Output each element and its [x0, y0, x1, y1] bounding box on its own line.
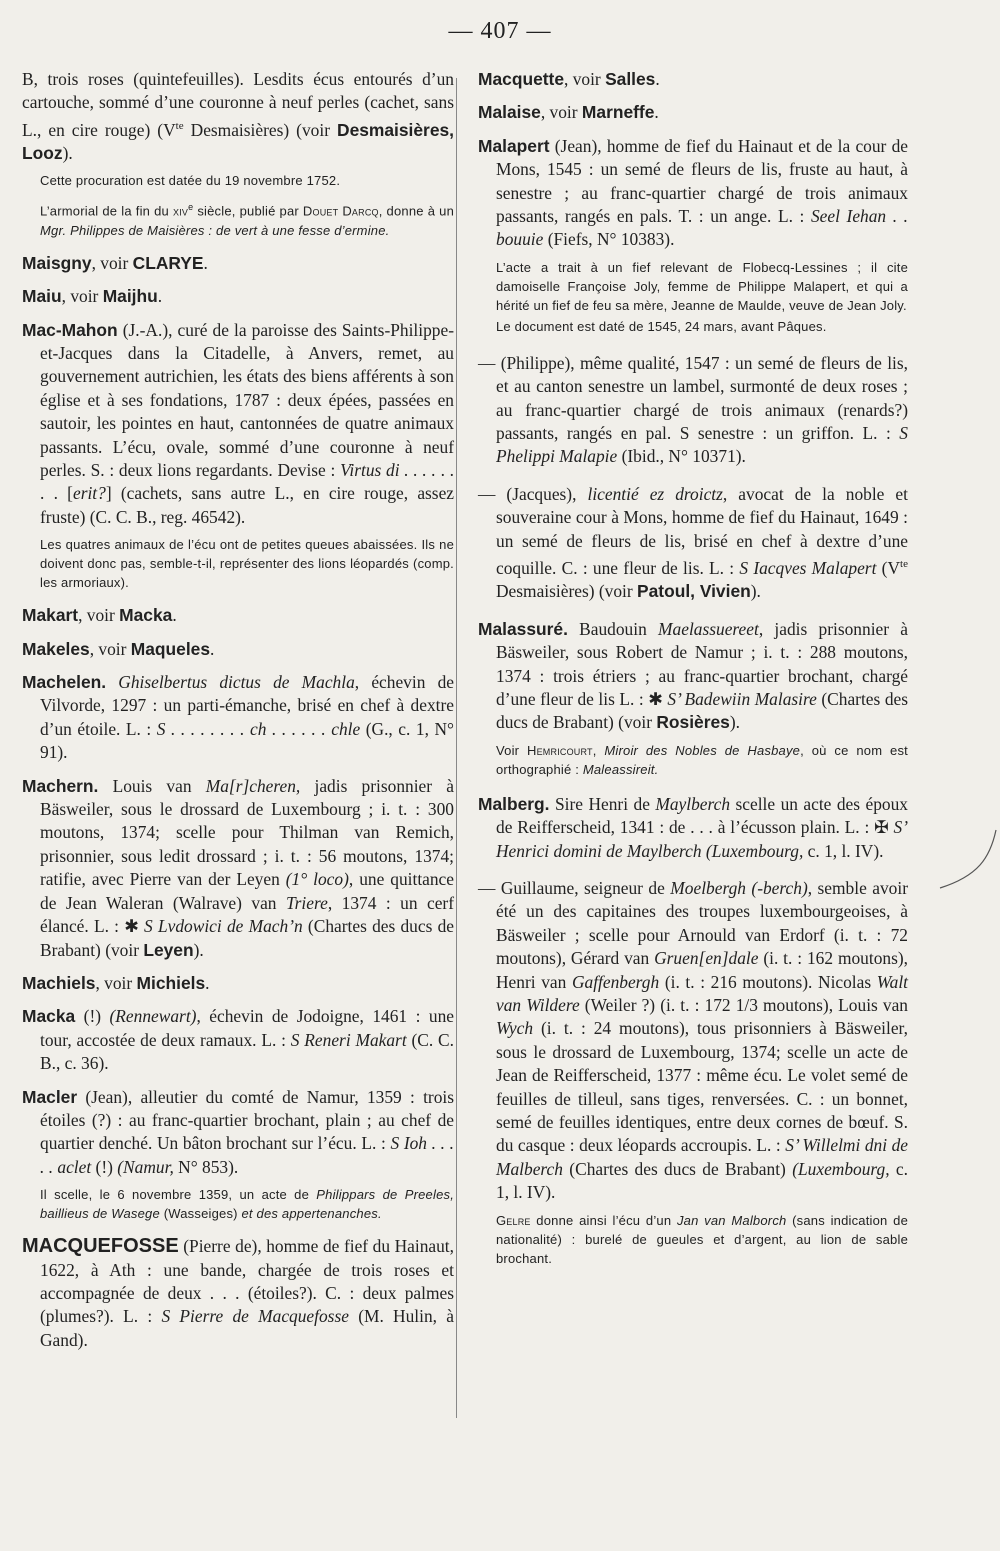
- note: Voir Hemricourt, Miroir des Nobles de Hasbaye, où ce nom est orthographié : Maleassireit.: [496, 742, 908, 777]
- headword: Makart: [22, 605, 79, 626]
- entry-desmaisieres-continued: B, trois roses (quintefeuilles). Lesdits écus entourés d’un cartouche, sommé d’une couronne à neuf perles (cachet, sans L., en cire rouge) ($V^{te}$ Desmaisières) (voir Desmaisières, Looz).: [22, 69, 455, 164]
- headword: MACQUEFOSSE: [22, 1235, 179, 1258]
- note: Les quatres animaux de l’écu ont de petites queues abaissées. Ils ne doivent donc pas, semble-t-il, représenter des lions léopardés (comp. les armoriaux).: [40, 537, 454, 591]
- cross-reference: Marneffe: [581, 102, 655, 123]
- cross-reference: Rosières: [656, 712, 730, 733]
- cross-reference: Maijhu: [102, 286, 158, 307]
- entry-malassure: Malassuré. Baudouin Maelassuereet, jadis prisonnier à Bäsweiler, sous Robert de Namur ; i. t. : 288 moutons, 1374 : trois étriers ; au franc-quartier brochant, chargé d’une fleur de lis L. : ✱ S’ Badewiin Malasire (Chartes des ducs de Brabant) (voir Rosières).: [478, 618, 909, 733]
- cross-reference: Patoul, Vivien: [637, 581, 751, 602]
- note: L’acte a trait à un fief relevant de Flobecq-Lessines ; il cite damoiselle Françoise Joly, femme de Philippe Malapert, et qui a hérité un fief de feu sa mère, Jeanne de Maulde, veuve de Jean Joly.: [496, 259, 908, 313]
- headword: Macka: [22, 1006, 76, 1027]
- headword: Malaise: [478, 102, 541, 123]
- headword: Machiels: [22, 972, 96, 993]
- pen-mark: [938, 828, 998, 908]
- entry-malberg-guillaume: — Guillaume, seigneur de Moelbergh (-berch), semble avoir été un des capitaines des troupes luxembourgeoises, à Bäsweiler ; scelle pour Arnould van Erdorf (i. t. : 72 moutons), Gérard van Gruen[en]dale (i. t. : 162 moutons), Henri van Gaffenbergh (i. t. : 216 moutons). Nicolas Walt van Wildere (Weiler ?) (i. t. : 172 1/3 moutons), Louis van Wych (i. t. : 24 moutons), tous prisonniers à Bäsweiler, sous le drossard de Luxembourg, 1374; scelle un acte de Jean de Reifferscheid, 1377 : même écu. Le volet semé de feuilles de tilleul, sans tiges, renversées. C. : un bonnet, semé de feuilles identiques, entre deux cornes de bœuf. S. du casque : deux léopards accroupis. L. : S’ Willelmi dni de Malberch (Chartes des ducs de Brabant) (Luxembourg, c. 1, l. IV).: [478, 877, 909, 1203]
- entry-malaise: Malaise, voir Marneffe.: [478, 102, 659, 123]
- note: L’armorial de la fin du xiv$^e$ siècle, publié par Douet Darcq, donne à un Mgr. Philippes de Maisières : de vert à une fesse d’ermine.: [40, 202, 455, 238]
- entry-machelen: Machelen. Ghiselbertus dictus de Machla, échevin de Vilvorde, 1297 : un parti-émanche, brisé en chef à dextre d’un étoile. L. : S . . . . . . . . ch . . . . . . chle (G., c. 1, N° 91).: [22, 672, 454, 763]
- headword: Malapert: [478, 135, 550, 156]
- headword: Machern.: [22, 775, 99, 796]
- cross-reference: Desmaisières, Looz: [22, 119, 455, 164]
- headword: Macquette: [478, 69, 565, 89]
- entry-machiels: Machiels, voir Michiels.: [22, 972, 210, 993]
- entry-malapert: Malapert (Jean), homme de fief du Hainaut et de la cour de Mons, 1545 : un semé de fleurs de lis, fruste au haut, à senestre ; au franc-quartier chargé de trois animaux passants, rangés en pals. T. : un ange. L. : Seel Iehan . . bouuie (Fiefs, N° 10383).: [478, 135, 908, 250]
- headword: Malassuré.: [478, 618, 568, 639]
- cross-reference: Michiels: [136, 972, 206, 993]
- column-divider: [456, 78, 457, 1418]
- note: Il scelle, le 6 novembre 1359, un acte de Philippars de Preeles, baillieus de Wasege (Wasseiges) et des appertenanches.: [40, 1187, 455, 1222]
- cross-reference: Salles: [605, 69, 656, 89]
- headword: Malberg.: [478, 793, 550, 814]
- right-column: [478, 68, 908, 1280]
- entry-macquette: Macquette, voir Salles.: [478, 69, 660, 89]
- entry-macka: Macka (!) (Rennewart), échevin de Jodoigne, 1461 : une tour, accostée de deux ramaux. L. : S Reneri Makart (C. C. B., c. 36).: [22, 1006, 454, 1074]
- entry-machern: Machern. Louis van Ma[r]cheren, jadis prisonnier à Bäsweiler, sous le drossard de Luxembourg ; i. t. : 300 moutons, 1374; scelle pour Thilman van Remich, prisonnier, sous ledit drossard ; i. t. : 56 moutons, 1374; ratifie, avec Pierre van der Leyen (1° loco), une quittance de Jean Waleran (Walrave) van Triere, 1374 : un cerf élancé. L. : ✱ S Lvdowici de Mach’n (Chartes des ducs de Brabant) (voir Leyen).: [22, 775, 455, 960]
- cross-reference: CLARYE: [132, 252, 204, 273]
- entry-maisgny: Maisgny, voir CLARYE.: [22, 252, 208, 273]
- cross-reference: Macka: [119, 605, 173, 626]
- entry-malberg: Malberg. Sire Henri de Maylberch scelle un acte des époux de Reifferscheid, 1341 : de . . . à l’écusson plain. L. : ✠ S’ Henrici domini de Maylberch (Luxembourg, c. 1, l. IV).: [478, 793, 908, 861]
- headword: Makeles: [22, 638, 90, 659]
- note: Gelre donne ainsi l’écu d’un Jan van Malborch (sans indication de nationalité) : burelé de gueules et d’argent, au lion de sable brochant.: [496, 1212, 909, 1266]
- entry-makeles: Makeles, voir Maqueles.: [22, 638, 215, 659]
- entry-macler: Macler (Jean), alleutier du comté de Namur, 1359 : trois étoiles (?) : au franc-quartier brochant, plain ; au chef de quartier denché. Un bâton brochant sur l’écu. L. : S Ioh . . . . . aclet (!) (Namur, N° 853).: [22, 1086, 455, 1177]
- entry-maiu: Maiu, voir Maijhu.: [22, 286, 163, 307]
- headword: Macler: [22, 1086, 78, 1107]
- page-number: — 407 —: [448, 18, 552, 44]
- entry-mac-mahon: Mac-Mahon (J.-A.), curé de la paroisse des Saints-Philippe-et-Jacques dans la Citadelle, à Anvers, remet, au gouvernement autrichien, les états des biens afférents à son église et à ses fondations, 1787 : deux épées, passées en sautoir, les pointes en haut, cantonnées de quatre animaux passants. L’écu, ovale, sommé d’une couronne à neuf perles. S. : deux lions regardants. Devise : Virtus di . . . . . . . . [erit?] (cachets, sans autre L., en cire rouge, assez fruste) (C. C. B., reg. 46542).: [22, 319, 455, 527]
- headword: Mac-Mahon: [22, 319, 118, 340]
- cross-reference: Maqueles: [130, 638, 211, 659]
- headword: Maiu: [22, 286, 62, 307]
- entry-malapert-philippe: — (Philippe), même qualité, 1547 : un semé de fleurs de lis, et au canton senestre un lambel, surmonté de deux roses ; au franc-quartier chargé de trois animaux (renards?) passants, rangés en pal. S senestre : un griffon. L. : S Phelippi Malapie (Ibid., N° 10371).: [478, 352, 908, 467]
- note: Cette procuration est datée du 19 novembre 1752.: [40, 173, 341, 189]
- entry-malapert-jacques: — (Jacques), licentié ez droictz, avocat de la noble et souveraine cour à Mons, homme de fief du Hainaut, 1649 : un semé de fleurs de lis, brisé en chef à dextre d’une coquille. C. : une fleur de lis. L. : S Iacqves Malapert ($V^{te}$ Desmaisières) (voir Patoul, Vivien).: [478, 483, 908, 602]
- entry-macquefosse: MACQUEFOSSE (Pierre de), homme de fief du Hainaut, 1622, à Ath : une bande, chargée de trois roses et accompagnée de deux . . . (étoiles?). C. : deux palmes (plumes?). L. : S Pierre de Macquefosse (M. Hulin, à Gand).: [22, 1235, 454, 1350]
- headword: Maisgny: [22, 252, 92, 273]
- cross-reference: Leyen: [143, 939, 194, 960]
- note: Le document est daté de 1545, 24 mars, avant Pâques.: [496, 318, 827, 334]
- headword: Machelen.: [22, 672, 107, 693]
- left-column: [22, 68, 454, 1362]
- entry-makart: Makart, voir Macka.: [22, 605, 177, 626]
